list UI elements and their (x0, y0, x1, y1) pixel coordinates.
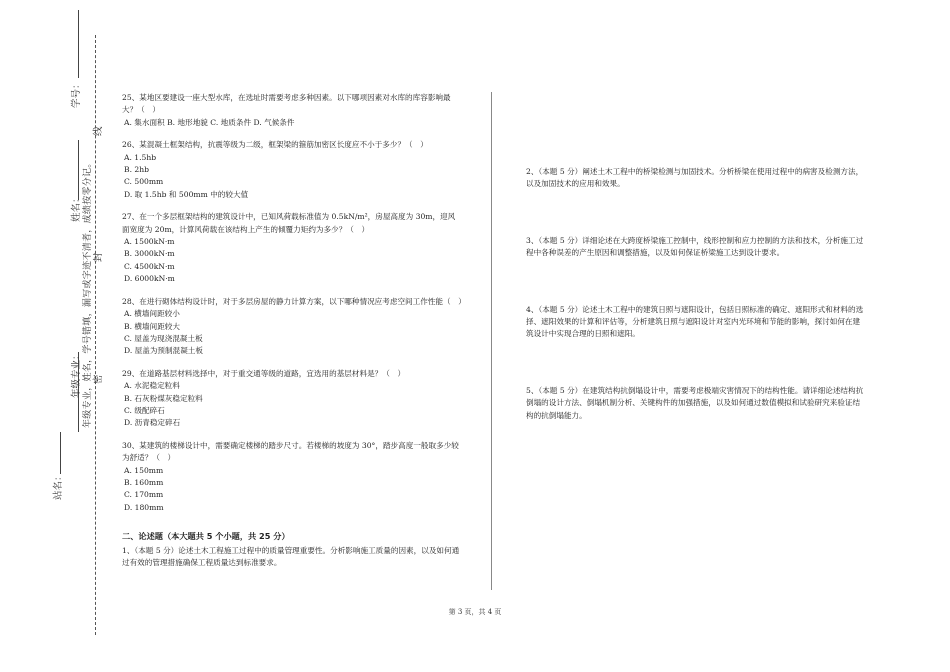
question-option: D. 沥青稳定碎石 (124, 418, 181, 428)
page-number: 第 3 页，共 4 页 (448, 608, 502, 616)
question-option: A. 150mm (124, 465, 164, 475)
left-column (122, 92, 466, 569)
question-26 (122, 139, 462, 201)
question-option: C. 级配碎石 (124, 405, 165, 415)
question-28 (122, 296, 466, 358)
question-text: 30、某建筑的楼梯设计中，需要确定楼梯的踏步尺寸。若楼梯的坡度为 30°，踏步高度一般取多少较为舒适？（ ） (122, 440, 459, 463)
question-text: 28、在进行砌体结构设计时，对于多层房屋的静力计算方案，以下哪种情况应考虑空间工作性能（ ） (122, 296, 466, 306)
site-line (60, 432, 61, 474)
question-25 (122, 92, 462, 129)
binding-margin (0, 0, 110, 672)
question-option: D. 6000kN·m (124, 274, 175, 284)
question-option: B. 石灰粉煤灰稳定粒料 (124, 393, 203, 403)
question-option: B. 160mm (124, 477, 164, 487)
essay-text: 2、（本题 5 分）阐述土木工程中的桥梁检测与加固技术。分析桥梁在使用过程中的病害及检测方法，以及加固技术的应用和效果。 (526, 167, 864, 189)
site-label: 站名： (53, 471, 64, 500)
question-option: B. 3000kN·m (124, 249, 175, 259)
essay-question-5 (526, 385, 866, 422)
question-option: A. 1500kN·m (124, 237, 175, 247)
question-29 (122, 368, 462, 430)
essay-question-1 (122, 545, 462, 570)
name-line (78, 140, 79, 200)
question-text: 25、某地区要建设一座大型水库，在选址时需要考虑多种因素。以下哪项因素对水库的库容影响最大？（ ） (122, 93, 451, 115)
question-option: C. 4500kN·m (124, 261, 175, 271)
essay-question-3 (526, 235, 866, 260)
question-27 (122, 211, 462, 285)
question-option: A. 1.5hb (124, 152, 157, 162)
essay-question-4 (526, 304, 866, 341)
essay-question-2 (526, 166, 866, 191)
question-option: B. 2hb (124, 165, 149, 175)
right-column (526, 166, 866, 466)
question-option: D. 屋盖为预制混凝土板 (124, 346, 203, 356)
question-option: A. 集水面积 B. 地形地貌 C. 地质条件 D. 气候条件 (124, 117, 295, 127)
student-id-label: 学号： (71, 79, 82, 108)
essay-text: 5、（本题 5 分）在建筑结构抗倒塌设计中，需要考虑极端灾害情况下的结构性能。请详细论述结构抗倒塌的设计方法、倒塌机制分析、关键构件的加强措施，以及如何通过数值模拟和试验研究来验证结构的抗倒塌能力。 (526, 385, 864, 420)
question-text: 26、某混凝土框架结构，抗震等级为二级，框架梁的箍筋加密区长度应不小于多少？（ ） (122, 140, 428, 150)
seal-dashed-line (95, 35, 96, 635)
line-label: 线 (93, 126, 104, 136)
question-option: A. 横墙间距较小 (124, 309, 180, 319)
question-option: C. 屋盖为现浇混凝土板 (124, 333, 203, 343)
question-text: 27、在一个多层框架结构的建筑设计中，已知风荷载标准值为 0.5kN/m²，房屋高度为 30m，迎风面宽度为 20m，计算风荷载在该结构上产生的倾覆力矩约为多少？（ ） (122, 212, 456, 234)
column-divider (491, 92, 492, 590)
student-id-line (78, 10, 79, 78)
question-option: B. 横墙间距较大 (124, 321, 180, 331)
question-text: 29、在道路基层材料选择中，对于重交通等级的道路，宜选用的基层材料是？（ ） (122, 368, 406, 378)
question-option: C. 500mm (124, 177, 164, 187)
essay-text: 3、（本题 5 分）详细论述在大跨度桥梁施工控制中，线形控制和应力控制的方法和技术，分析施工过程中各种误差的产生原因和调整措施，以及如何保证桥梁施工达到设计要求。 (526, 235, 864, 258)
question-option: D. 取 1.5hb 和 500mm 中的较大值 (124, 189, 249, 199)
seal-label: 封 (93, 252, 104, 262)
secret-label: 密 (93, 374, 104, 384)
question-option: C. 170mm (124, 490, 164, 500)
grade-major-label: 年级专业： (71, 350, 82, 398)
question-option: D. 180mm (124, 502, 164, 512)
essay-text: 1、（本题 5 分）论述土木工程施工过程中的质量管理重要性。分析影响施工质量的因素，以及如何通过有效的管理措施确保工程质量达到标准要求。 (122, 545, 460, 567)
question-option: A. 水泥稳定粒料 (124, 381, 180, 391)
question-30 (122, 440, 462, 514)
essay-text: 4、（本题 5 分）论述土木工程中的建筑日照与遮阳设计，包括日照标准的确定、遮阳形式和材料的选择、遮阳效果的计算和评估等，分析建筑日照与遮阳设计对室内光环境和节能的影响，探讨如何在建筑设计中实现合理的日照和遮阳。 (526, 304, 864, 339)
seal-notice: 年级专业，姓名，学号错填，漏写或字迹不清者，成绩按零分记。 (83, 158, 93, 428)
section-title: 二、论述题（本大题共 5 个小题，共 25 分） (122, 531, 290, 542)
name-label: 姓名： (71, 193, 82, 222)
